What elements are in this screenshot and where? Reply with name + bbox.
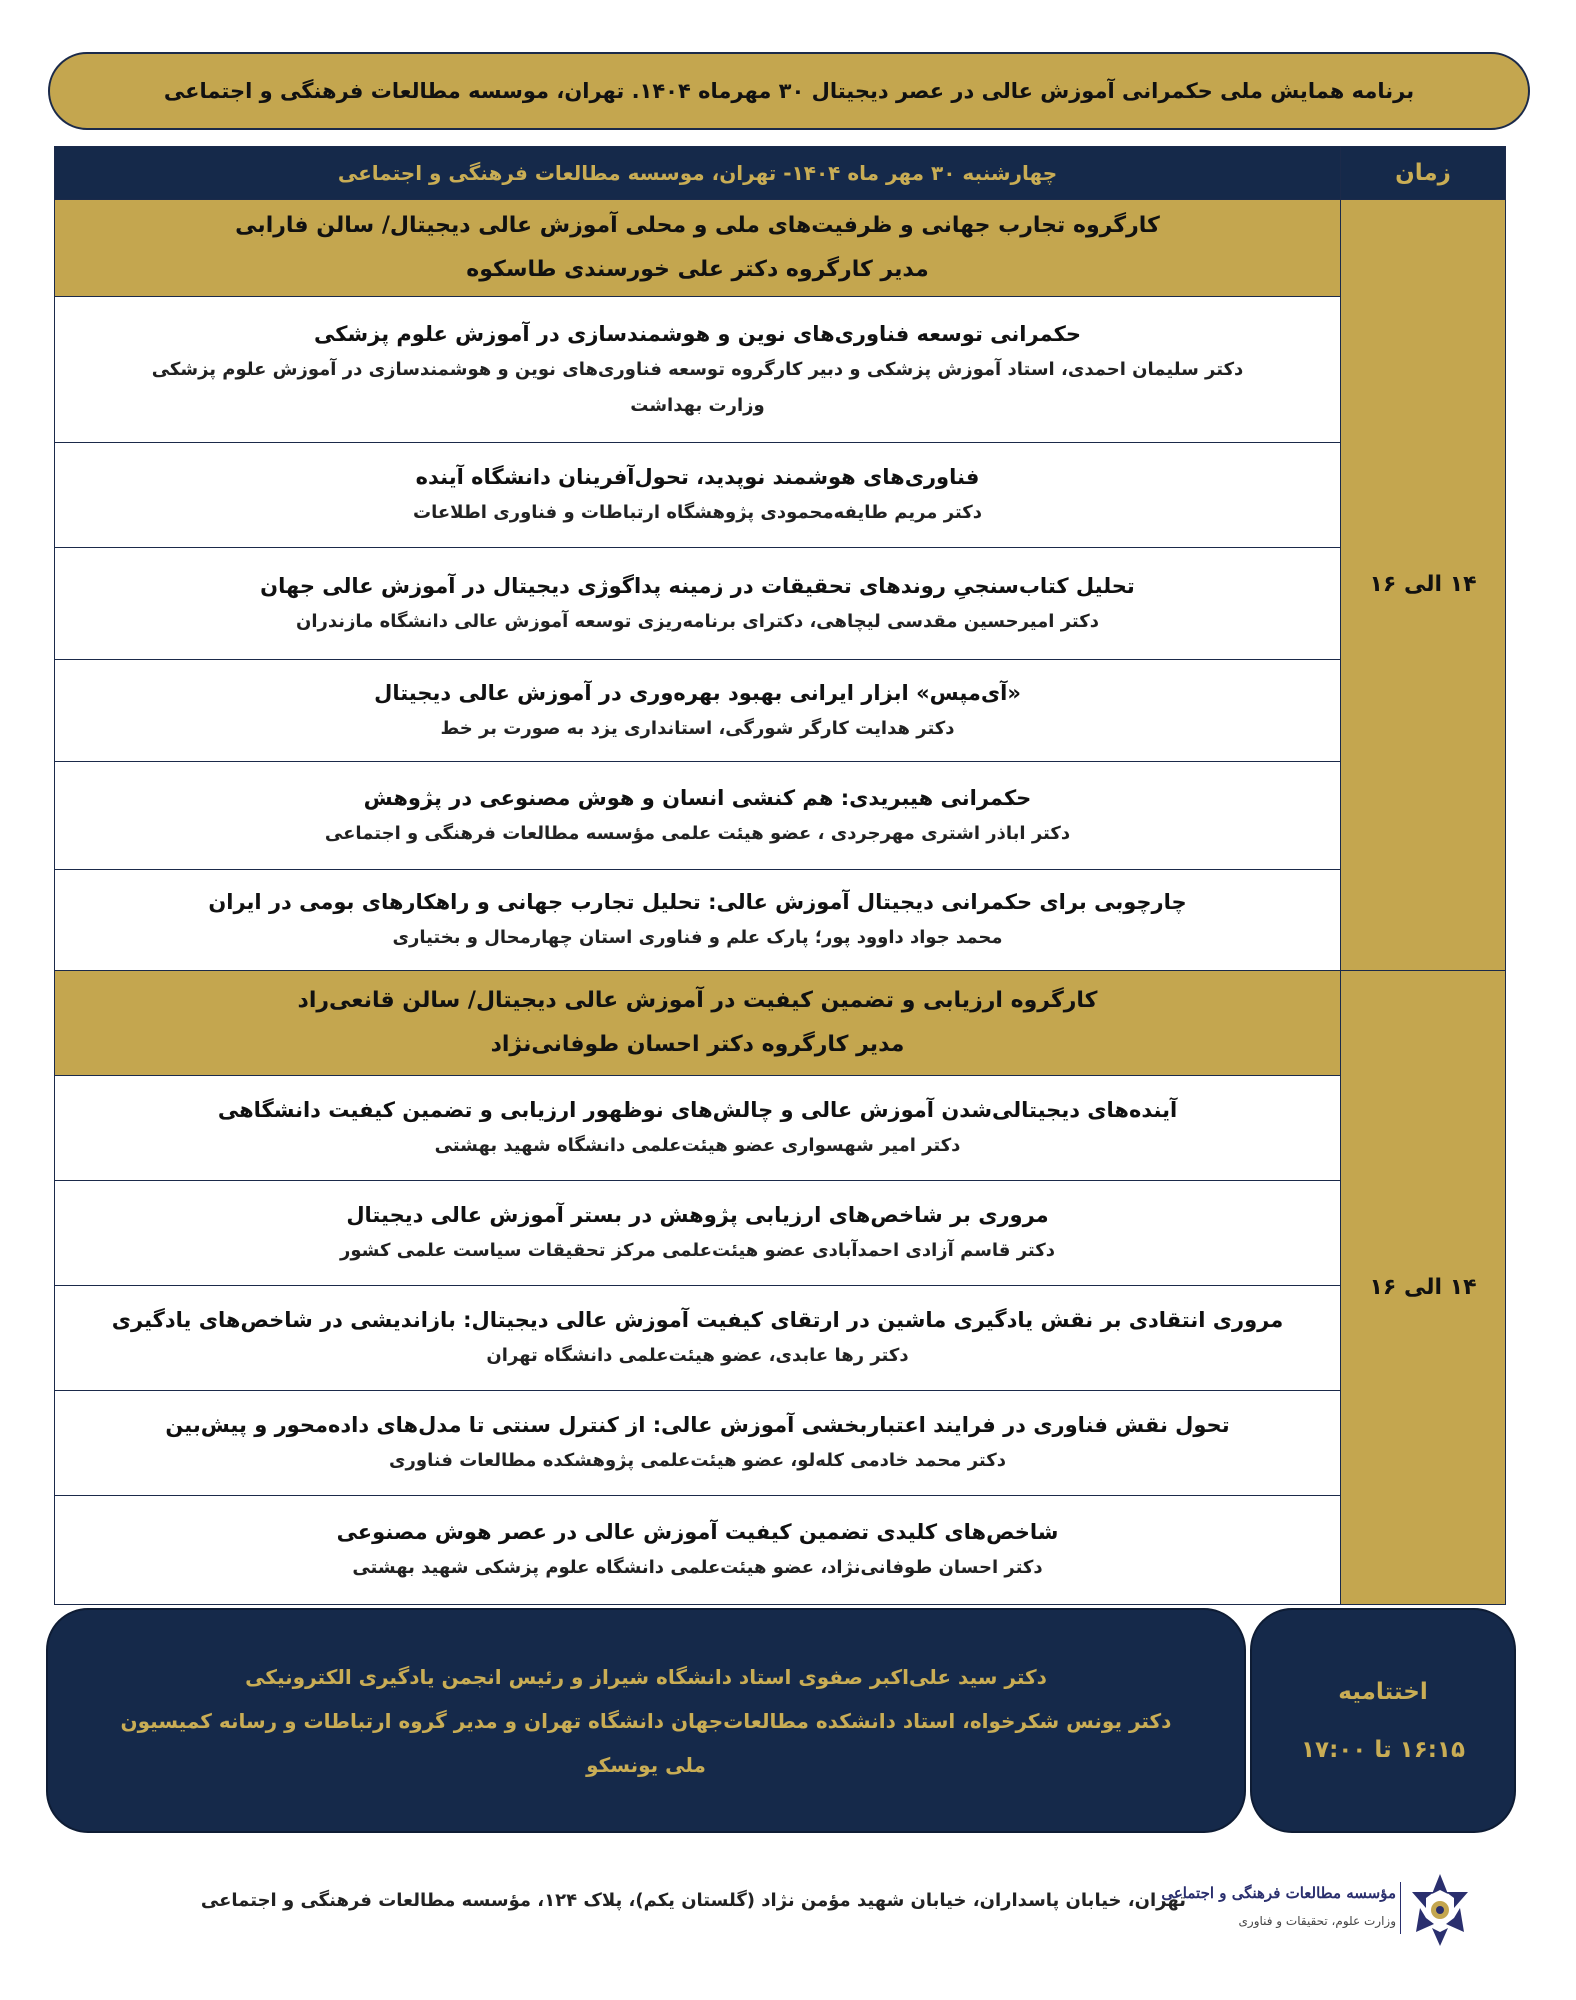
closing-speakers-panel <box>46 1608 1246 1833</box>
wg2-header <box>55 971 1341 1076</box>
talk-title: چارچوبی برای حکمرانی دیجیتال آموزش عالی: تحلیل تجارب جهانی و راهکارهای بومی در ایران <box>208 890 1187 914</box>
wg1-manager: مدیر کارگروه دکتر علی خورسندی طاسکوه <box>466 257 929 282</box>
list-item <box>55 870 1341 971</box>
date-place-header: چهارشنبه ۳۰ مهر ماه ۱۴۰۴- تهران، موسسه مطالعات فرهنگی و اجتماعی <box>55 147 1341 200</box>
wg1-title: کارگروه تجارب جهانی و ظرفیت‌های ملی و محلی آموزش عالی دیجیتال/ سالن فارابی <box>235 213 1160 238</box>
closing-speaker-2-cont: ملی یونسکو <box>586 1752 706 1777</box>
talk-speaker: دکتر امیرحسین مقدسی لیچاهی، دکترای برنامه‌ریزی توسعه آموزش عالی دانشگاه مازندران <box>296 610 1099 632</box>
talk-speaker: دکتر اباذر اشتری مهرجردی ، عضو هیئت علمی مؤسسه مطالعات فرهنگی و اجتماعی <box>324 822 1071 844</box>
talk-title: مروری بر شاخص‌های ارزیابی پژوهش در بستر آموزش عالی دیجیتال <box>346 1203 1049 1227</box>
closing-speaker-2: دکتر یونس شکرخواه، استاد دانشکده مطالعات‌جهان دانشگاه تهران و مدیر گروه ارتباطات و رسانه کمیسیون <box>120 1708 1172 1733</box>
talk-title: حکمرانی توسعه فناوری‌های نوین و هوشمندسازی در آموزش علوم پزشکی <box>314 321 1081 346</box>
list-item <box>55 1496 1341 1605</box>
schedule-table <box>54 146 1506 1605</box>
talk-speaker: دکتر قاسم آزادی احمدآبادی عضو هیئت‌علمی مرکز تحقیقات سیاست علمی کشور <box>340 1240 1055 1261</box>
list-item <box>55 548 1341 660</box>
talk-speaker: دکتر هدایت کارگر شورگی، استانداری یزد به صورت بر خط <box>440 717 955 739</box>
institute-emblem-icon <box>1404 1870 1476 1950</box>
logo-divider <box>1400 1882 1401 1934</box>
footer-address: تهران، خیابان پاسداران، خیابان شهید مؤمن نژاد (گلستان یکم)، پلاک ۱۲۴، مؤسسه مطالعات فرهنگی و اجتماعی <box>200 1890 1186 1911</box>
list-item <box>55 443 1341 548</box>
talk-speaker-affiliation: وزارت بهداشت <box>630 394 765 416</box>
list-item <box>55 1181 1341 1286</box>
list-item <box>55 660 1341 762</box>
program-title: برنامه همایش ملی حکمرانی آموزش عالی در عصر دیجیتال ۳۰ مهرماه ۱۴۰۴. تهران، موسسه مطالعات فرهنگی و اجتماعی <box>163 79 1415 103</box>
closing-speaker-1: دکتر سید علی‌اکبر صفوی استاد دانشگاه شیراز و رئیس انجمن یادگیری الکترونیکی <box>245 1664 1047 1689</box>
time-header: زمان <box>1341 147 1506 200</box>
wg1-time-cell: ۱۴ الی ۱۶ <box>1341 200 1506 971</box>
talk-title: شاخص‌های کلیدی تضمین کیفیت آموزش عالی در عصر هوش مصنوعی <box>336 1520 1059 1544</box>
talk-speaker: دکتر رها عابدی، عضو هیئت‌علمی دانشگاه تهران <box>486 1345 909 1366</box>
talk-title: حکمرانی هیبریدی: هم کنشی انسان و هوش مصنوعی در پژوهش <box>363 785 1032 810</box>
talk-title: فناوری‌های هوشمند نوپدید، تحول‌آفرینان دانشگاه آینده <box>415 465 980 489</box>
closing-time: ۱۶:۱۵ تا ۱۷:۰۰ <box>1301 1736 1466 1763</box>
talk-speaker: دکتر مریم طایفه‌محمودی پژوهشگاه ارتباطات و فناوری اطلاعات <box>413 502 982 523</box>
wg2-time-cell: ۱۴ الی ۱۶ <box>1341 971 1506 1605</box>
list-item <box>55 1076 1341 1181</box>
talk-speaker: محمد جواد داوود پور؛ پارک علم و فناوری استان چهارمحال و بختیاری <box>392 927 1003 948</box>
talk-title: مروری انتقادی بر نقش یادگیری ماشین در ارتقای کیفیت آموزش عالی دیجیتال: بازاندیشی در شاخص‌های یادگیری <box>111 1308 1284 1332</box>
institute-logo <box>1161 1870 1476 1950</box>
list-item <box>55 1286 1341 1391</box>
wg2-header-row <box>55 971 1506 1076</box>
talk-title: آینده‌های دیجیتالی‌شدن آموزش عالی و چالش‌های نوظهور ارزیابی و تضمین کیفیت دانشگاهی <box>217 1098 1178 1122</box>
talk-title: «آی‌مپس» ابزار ایرانی بهبود بهره‌وری در آموزش عالی دیجیتال <box>374 680 1021 705</box>
talk-speaker: دکتر سلیمان احمدی، استاد آموزش پزشکی و دبیر کارگروه توسعه فناوری‌های نوین و هوشمندسازی در آموزش علوم پزشکی <box>151 358 1244 380</box>
list-item <box>55 297 1341 443</box>
talk-title: تحول نقش فناوری در فرایند اعتباربخشی آموزش عالی: از کنترل سنتی تا مدل‌های داده‌محور و پیش‌بین <box>165 1413 1230 1437</box>
talk-title: تحلیل کتاب‌سنجیِ روندهای تحقیقات در زمینه پداگوژی دیجیتال در آموزش عالی جهان <box>260 573 1135 598</box>
talk-speaker: دکتر احسان طوفانی‌نژاد، عضو هیئت‌علمی دانشگاه علوم پزشکی شهید بهشتی <box>352 1557 1043 1578</box>
program-title-banner <box>48 52 1530 130</box>
header-row <box>55 147 1506 200</box>
closing-label: اختتامیه <box>1338 1678 1428 1705</box>
wg1-header <box>55 200 1341 297</box>
closing-time-panel <box>1250 1608 1516 1833</box>
talk-speaker: دکتر امیر شهسواری عضو هیئت‌علمی دانشگاه شهید بهشتی <box>434 1135 961 1156</box>
list-item <box>55 1391 1341 1496</box>
logo-ministry-name: وزارت علوم، تحقیقات و فناوری <box>1238 1914 1396 1928</box>
talk-speaker: دکتر محمد خادمی کله‌لو، عضو هیئت‌علمی پژوهشکده مطالعات فناوری <box>389 1450 1006 1471</box>
wg2-title: کارگروه ارزیابی و تضمین کیفیت در آموزش عالی دیجیتال/ سالن قانعی‌راد <box>297 988 1098 1013</box>
wg1-header-row <box>55 200 1506 297</box>
list-item <box>55 762 1341 870</box>
wg2-manager: مدیر کارگروه دکتر احسان طوفانی‌نژاد <box>490 1032 905 1057</box>
logo-institute-name: مؤسسه مطالعات فرهنگی و اجتماعی <box>1161 1884 1396 1902</box>
